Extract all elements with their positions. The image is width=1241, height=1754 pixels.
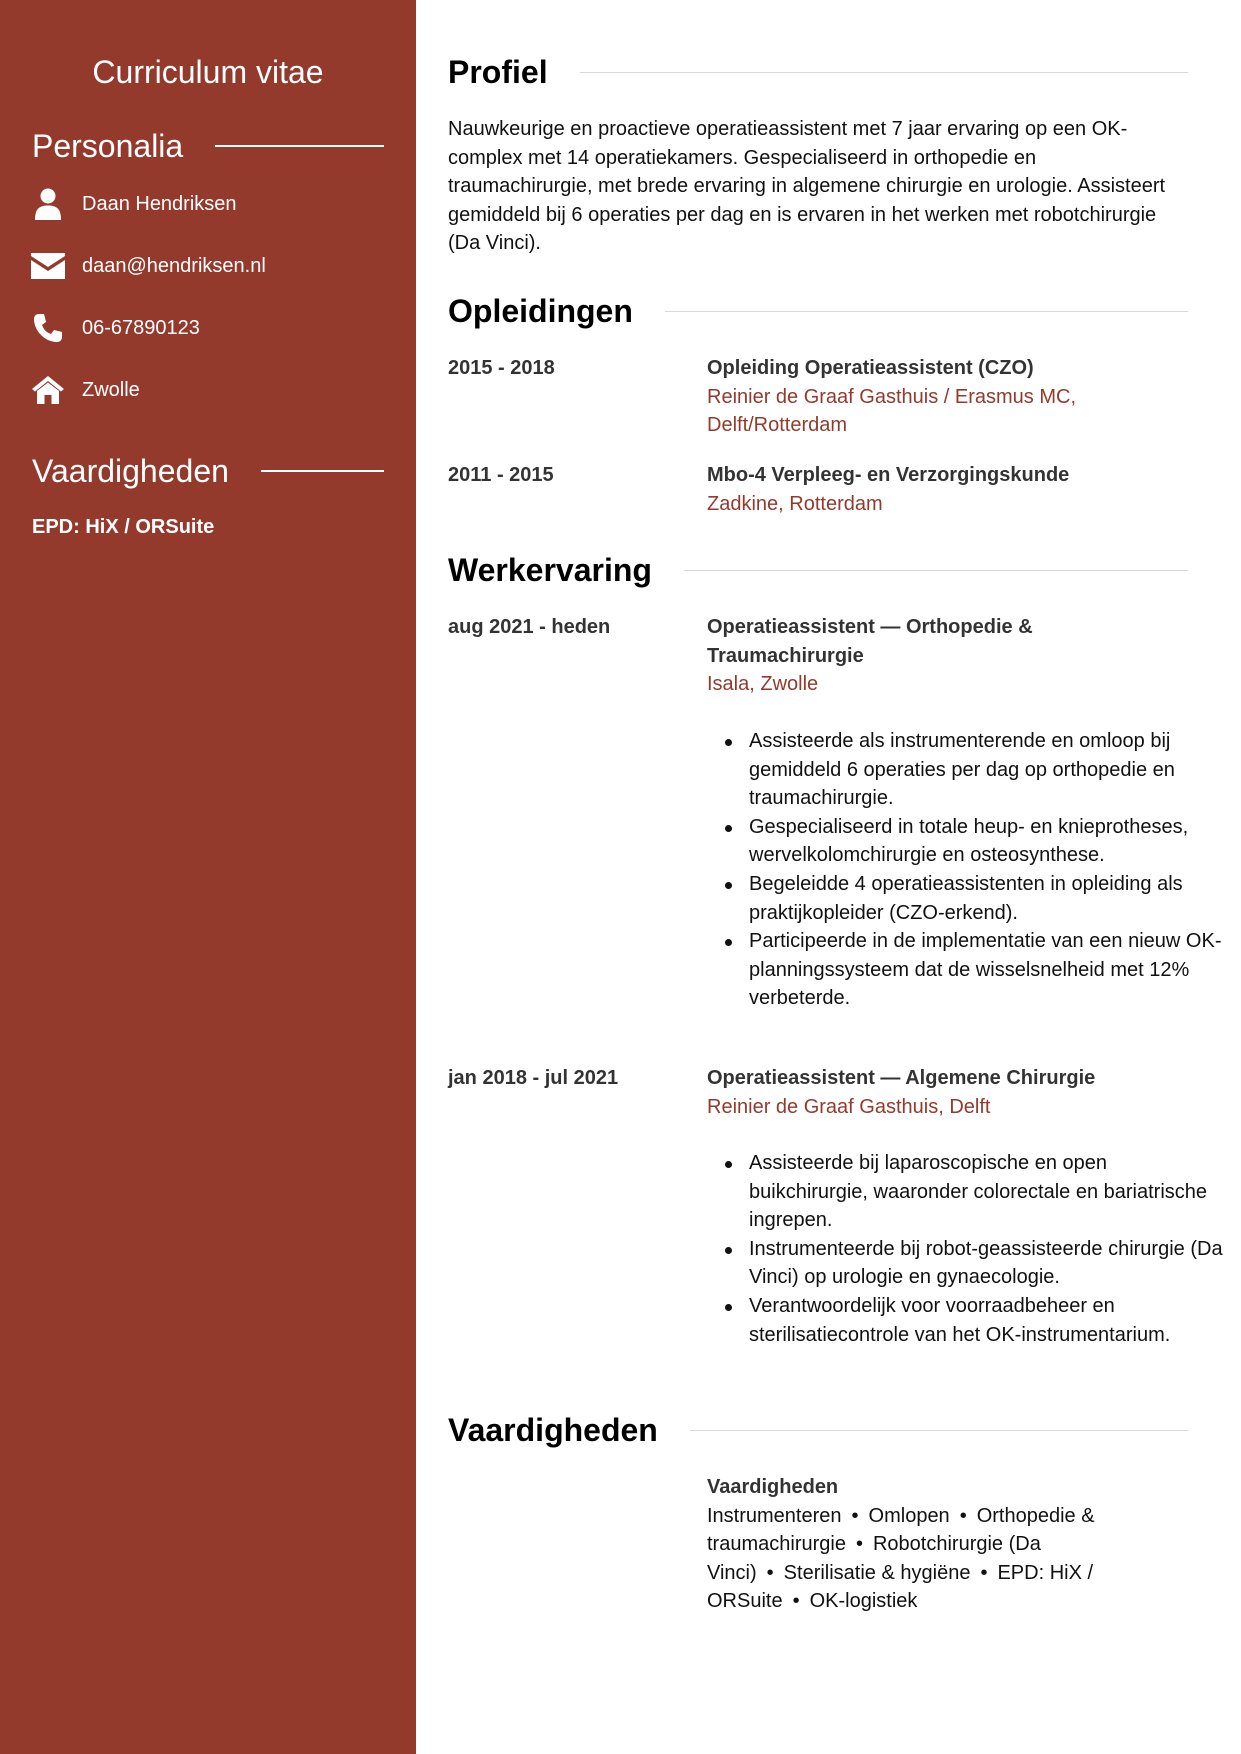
sidebar-skills-heading xyxy=(32,451,384,491)
job-employer: Reinier de Graaf Gasthuis, Delft xyxy=(707,1095,991,1118)
job-period: jan 2018 - jul 2021 xyxy=(448,1067,619,1089)
home-icon xyxy=(30,374,66,406)
skills-list xyxy=(707,1502,1187,1616)
education-title: Opleiding Operatieassistent (CZO) xyxy=(707,357,1034,379)
experience-divider xyxy=(684,570,1188,571)
skills-heading: Vaardigheden xyxy=(448,1412,658,1448)
education-period: 2011 - 2015 xyxy=(448,464,554,486)
envelope-icon xyxy=(30,250,66,282)
education-heading: Opleidingen xyxy=(448,293,633,329)
skill-item: OK-logistiek xyxy=(809,1590,918,1613)
personalia-heading-text: Personalia xyxy=(32,128,184,164)
contact-email xyxy=(30,250,266,282)
job-bullet: Instrumenteerde bij robot-geassisteerde chirurgie (Da Vinci) op urologie en gynaecologie. xyxy=(749,1235,1229,1292)
education-divider xyxy=(665,311,1188,312)
job-bullet: Assisteerde bij laparoscopische en open buikchirurgie, waaronder colorectale en bariatrische ingrepen. xyxy=(749,1149,1229,1235)
personalia-divider xyxy=(215,145,384,147)
job-title: Operatieassistent — Algemene Chirurgie xyxy=(707,1067,1096,1089)
job-bullet: Begeleidde 4 operatieassistenten in opleiding als praktijkopleider (CZO-erkend). xyxy=(749,870,1229,927)
sidebar xyxy=(0,0,416,1754)
cv-title: Curriculum vitae xyxy=(92,54,324,90)
skills-block xyxy=(707,1473,1187,1616)
education-entry xyxy=(707,461,1187,518)
sidebar-skill-item: EPD: HiX / ORSuite xyxy=(32,516,215,538)
profile-heading: Profiel xyxy=(448,54,548,90)
education-institution: Reinier de Graaf Gasthuis / Erasmus MC, Delft/Rotterdam xyxy=(707,385,1077,437)
skill-separator: • xyxy=(959,1504,967,1527)
skill-item: Robotchirurgie (Da Vinci) xyxy=(707,1533,1041,1584)
skill-separator: • xyxy=(851,1504,859,1527)
skill-item: EPD: HiX / ORSuite xyxy=(707,1561,1094,1613)
skill-item: Orthopedie & traumachirurgie xyxy=(707,1504,1095,1556)
job-period: aug 2021 - heden xyxy=(448,616,611,638)
job-title: Operatieassistent — Orthopedie & Traumachirurgie xyxy=(707,616,1033,667)
contact-phone-text[interactable]: 06-67890123 xyxy=(82,317,200,339)
contact-name-text: Daan Hendriksen xyxy=(82,193,237,215)
education-entry xyxy=(707,354,1187,440)
skills-section-heading xyxy=(448,1410,1188,1450)
contact-email-text[interactable]: daan@hendriksen.nl xyxy=(82,255,266,277)
skill-separator: • xyxy=(980,1561,988,1584)
sidebar-skills-divider xyxy=(261,470,384,472)
phone-icon xyxy=(30,312,66,344)
skill-item: Instrumenteren xyxy=(707,1504,842,1527)
job-bullet: Participeerde in de implementatie van een nieuw OK-planningssysteem dat de wisselsnelheid met 12% verbeterde. xyxy=(749,927,1229,1013)
skills-divider xyxy=(690,1430,1188,1431)
job-bullet: Assisteerde als instrumenterende en omloop bij gemiddeld 6 operaties per dag op orthopedie en traumachirurgie. xyxy=(749,727,1229,813)
job-employer: Isala, Zwolle xyxy=(707,673,819,696)
personalia-heading xyxy=(32,126,384,166)
contact-city-text: Zwolle xyxy=(82,379,140,401)
contact-phone xyxy=(30,312,200,344)
education-period: 2015 - 2018 xyxy=(448,357,555,379)
contact-name xyxy=(30,188,237,220)
job-bullet: Verantwoordelijk voor voorraadbeheer en sterilisatiecontrole van het OK-instrumentarium. xyxy=(749,1292,1229,1349)
contact-city xyxy=(30,374,140,406)
skill-item: Omlopen xyxy=(868,1504,950,1527)
sidebar-skills-heading-text: Vaardigheden xyxy=(32,453,229,489)
profile-section-heading xyxy=(448,52,1188,92)
skill-item: Sterilisatie & hygiëne xyxy=(783,1561,971,1584)
job-bullet: Gespecialiseerd in totale heup- en knieprotheses, wervelkolomchirurgie en osteosynthese. xyxy=(749,813,1229,870)
person-icon xyxy=(30,188,66,220)
job-entry xyxy=(707,1064,1187,1121)
skills-subheading: Vaardigheden xyxy=(707,1476,839,1498)
education-section-heading xyxy=(448,291,1188,331)
experience-heading: Werkervaring xyxy=(448,552,652,588)
education-institution: Zadkine, Rotterdam xyxy=(707,492,883,515)
skill-separator: • xyxy=(792,1590,800,1613)
job-entry xyxy=(707,613,1187,699)
skill-separator: • xyxy=(855,1533,863,1556)
job-bullets xyxy=(707,1149,1229,1349)
job-bullets xyxy=(707,727,1229,1013)
profile-divider xyxy=(580,72,1188,73)
profile-text: Nauwkeurige en proactieve operatieassistent met 7 jaar ervaring op een OK-complex met 14 operatiekamers. Gespecialiseerd in orthopedie en traumachirurgie, met brede ervaring in algemene chirurgie en urologie. Assisteert gemiddeld bij 6 operaties per dag en is ervaren in het werken met robotchirurgie (Da Vinci). xyxy=(448,118,1166,255)
education-title: Mbo-4 Verpleeg- en Verzorgingskunde xyxy=(707,464,1070,486)
experience-section-heading xyxy=(448,550,1188,590)
skill-separator: • xyxy=(766,1561,774,1584)
